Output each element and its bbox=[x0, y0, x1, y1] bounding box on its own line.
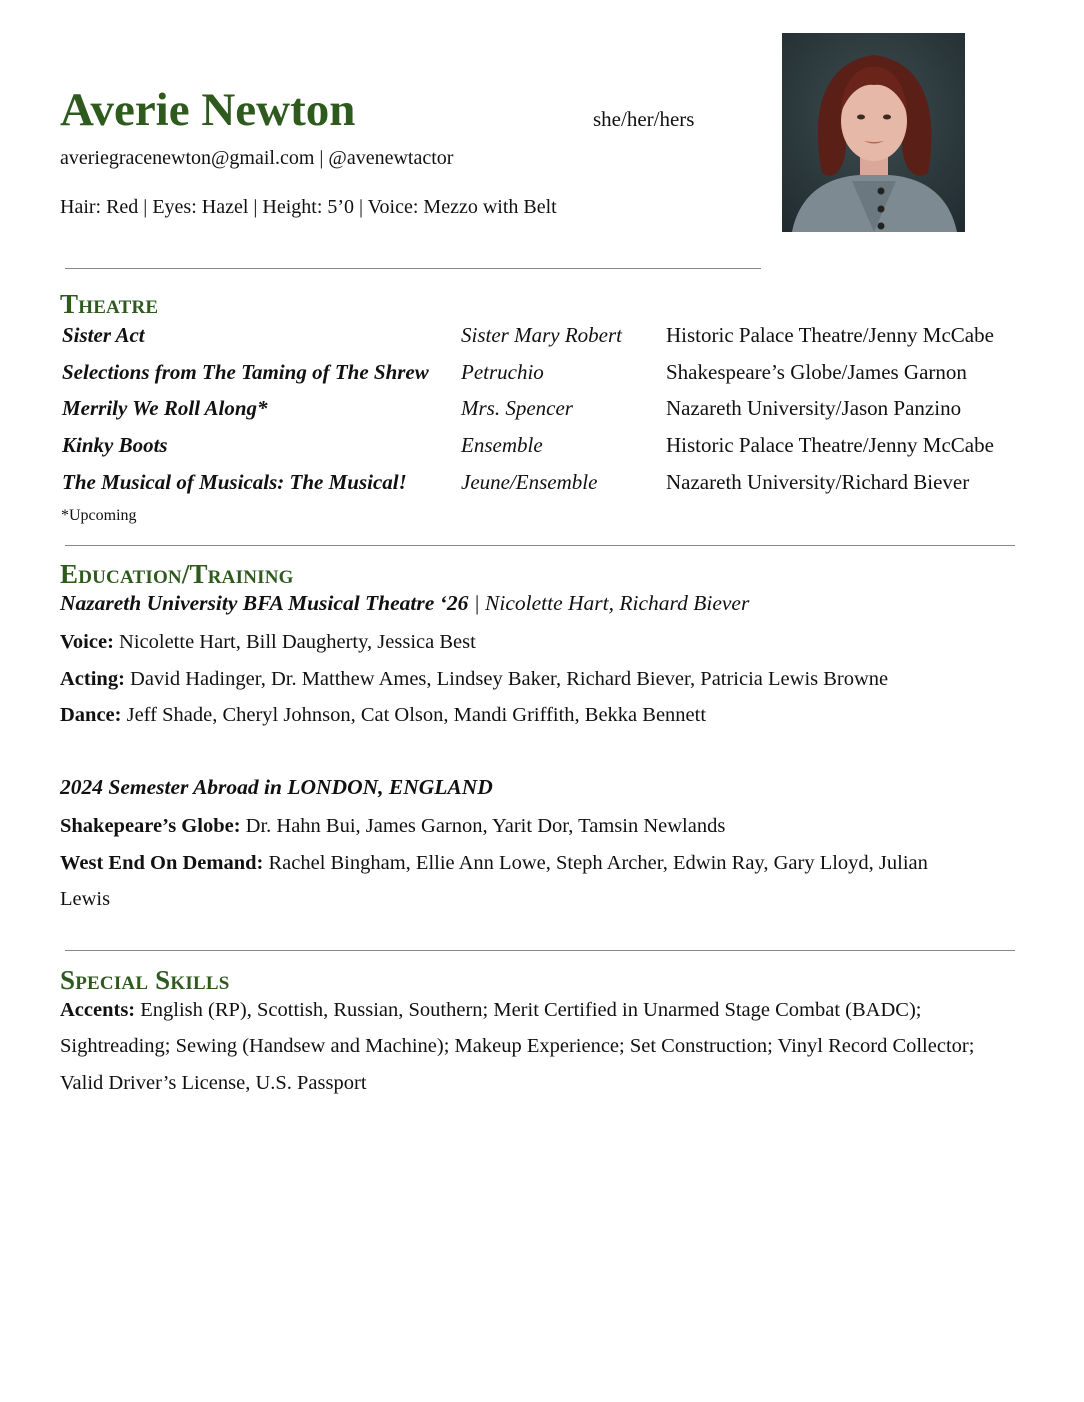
headshot-photo bbox=[782, 33, 965, 232]
pronouns: she/her/hers bbox=[593, 107, 695, 131]
section-title-education: Education/Training bbox=[60, 559, 294, 589]
credit-row bbox=[0, 320, 1084, 350]
credit-role: Jeune/Ensemble bbox=[461, 470, 598, 494]
degree-line bbox=[60, 590, 749, 616]
credit-role: Ensemble bbox=[461, 433, 543, 457]
accents-label: Accents: bbox=[60, 999, 136, 1021]
dance-teachers: Jeff Shade, Cheryl Johnson, Cat Olson, Mandi Griffith, Bekka Bennett bbox=[121, 704, 707, 726]
credit-role: Mrs. Spencer bbox=[461, 396, 573, 420]
westend-line bbox=[60, 850, 928, 876]
credit-role: Sister Mary Robert bbox=[461, 323, 622, 347]
credit-venue: Historic Palace Theatre/Jenny McCabe bbox=[666, 323, 994, 347]
divider bbox=[65, 950, 1015, 951]
section-title-skills: Special Skills bbox=[60, 965, 230, 995]
section-title-theatre: Theatre bbox=[60, 289, 159, 319]
contact-info: averiegracenewton@gmail.com | @avenewtactor bbox=[60, 147, 454, 169]
voice-line bbox=[60, 629, 476, 655]
voice-teachers: Nicolette Hart, Bill Daugherty, Jessica Best bbox=[113, 631, 476, 653]
abroad-title: 2024 Semester Abroad in LONDON, ENGLAND bbox=[60, 775, 493, 799]
skills-line bbox=[60, 997, 921, 1023]
credit-row bbox=[0, 430, 1084, 460]
acting-line bbox=[60, 666, 888, 692]
credit-show: Sister Act bbox=[62, 323, 145, 347]
skills-line: Valid Driver’s License, U.S. Passport bbox=[60, 1072, 367, 1094]
globe-line bbox=[60, 813, 725, 839]
degree-teachers: Nicolette Hart, Richard Biever bbox=[485, 591, 750, 615]
globe-teachers: Dr. Hahn Bui, James Garnon, Yarit Dor, Tamsin Newlands bbox=[240, 815, 726, 837]
upcoming-note: *Upcoming bbox=[61, 507, 137, 524]
westend-label: West End On Demand: bbox=[60, 852, 264, 874]
voice-label: Voice: bbox=[60, 631, 114, 653]
globe-label: Shakepeare’s Globe: bbox=[60, 815, 241, 837]
credit-row bbox=[0, 467, 1084, 497]
dance-line bbox=[60, 702, 706, 728]
credit-venue: Nazareth University/Jason Panzino bbox=[666, 396, 962, 420]
skills-line: Sightreading; Sewing (Handsew and Machine); Makeup Experience; Set Construction; Vinyl Record Collector; bbox=[60, 1035, 975, 1057]
acting-label: Acting: bbox=[60, 668, 125, 690]
divider bbox=[65, 545, 1015, 546]
credit-show: The Musical of Musicals: The Musical! bbox=[62, 470, 407, 494]
westend-teachers: Rachel Bingham, Ellie Ann Lowe, Steph Archer, Edwin Ray, Gary Lloyd, Julian bbox=[263, 852, 928, 874]
resume-name: Averie Newton bbox=[60, 84, 356, 136]
dance-label: Dance: bbox=[60, 704, 122, 726]
westend-line-cont: Lewis bbox=[60, 888, 111, 910]
credit-venue: Historic Palace Theatre/Jenny McCabe bbox=[666, 433, 994, 457]
physical-stats: Hair: Red | Eyes: Hazel | Height: 5’0 | Voice: Mezzo with Belt bbox=[60, 196, 557, 218]
credit-role: Petruchio bbox=[461, 360, 544, 384]
credit-show: Merrily We Roll Along* bbox=[62, 396, 268, 420]
credit-show: Kinky Boots bbox=[62, 433, 168, 457]
degree-title: Nazareth University BFA Musical Theatre ‘26 bbox=[60, 591, 469, 615]
divider bbox=[65, 268, 761, 269]
credit-show: Selections from The Taming of The Shrew bbox=[62, 360, 429, 384]
acting-teachers: David Hadinger, Dr. Matthew Ames, Lindsey Baker, Richard Biever, Patricia Lewis Browne bbox=[124, 668, 889, 690]
credit-venue: Nazareth University/Richard Biever bbox=[666, 470, 970, 494]
degree-separator: | bbox=[468, 591, 486, 615]
skills-text: English (RP), Scottish, Russian, Southern; Merit Certified in Unarmed Stage Combat (BADC); bbox=[135, 999, 922, 1021]
credit-row bbox=[0, 393, 1084, 423]
credit-venue: Shakespeare’s Globe/James Garnon bbox=[666, 360, 967, 384]
credit-row bbox=[0, 357, 1084, 387]
